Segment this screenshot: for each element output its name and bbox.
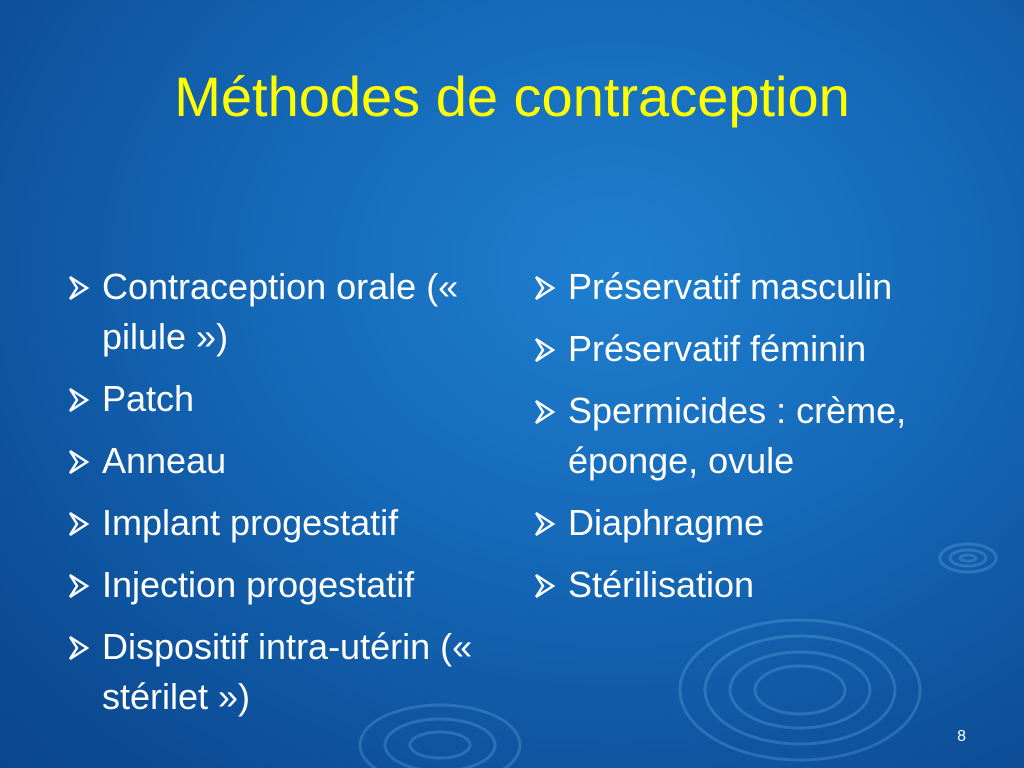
list-item-text: Patch — [102, 378, 195, 419]
list-item — [66, 622, 526, 722]
arrowhead-bullet-icon — [66, 511, 90, 537]
arrowhead-bullet-icon — [532, 399, 556, 425]
list-item-text: Préservatif féminin — [568, 328, 867, 369]
list-item-text: Anneau — [102, 440, 227, 481]
list-item — [66, 436, 526, 486]
list-item — [66, 498, 526, 548]
arrowhead-bullet-icon — [532, 337, 556, 363]
arrowhead-bullet-icon — [532, 573, 556, 599]
list-item — [532, 560, 962, 610]
arrowhead-bullet-icon — [66, 275, 90, 301]
list-item-text: Diaphragme — [568, 502, 765, 543]
arrowhead-bullet-icon — [532, 511, 556, 537]
list-item — [66, 560, 526, 610]
slide-number: 8 — [957, 728, 966, 745]
list-item-text: Implant progestatif — [102, 502, 399, 543]
list-item — [532, 498, 962, 548]
list-item-text: Injection progestatif — [102, 564, 415, 605]
list-item — [532, 262, 962, 312]
list-item — [532, 324, 962, 374]
list-item — [532, 386, 962, 486]
list-item — [66, 374, 526, 424]
list-item — [66, 262, 526, 362]
arrowhead-bullet-icon — [66, 449, 90, 475]
list-item-text: Préservatif masculin — [568, 266, 893, 307]
slide-title: Méthodes de contraception — [174, 65, 850, 128]
arrowhead-bullet-icon — [66, 387, 90, 413]
list-item-text: Stérilisation — [568, 564, 755, 605]
left-bullet-list — [66, 262, 526, 734]
arrowhead-bullet-icon — [66, 573, 90, 599]
right-bullet-list — [532, 262, 962, 622]
arrowhead-bullet-icon — [66, 635, 90, 661]
list-item-text: Contraception orale (« pilule ») — [102, 266, 459, 357]
arrowhead-bullet-icon — [532, 275, 556, 301]
list-item-text: Dispositif intra-utérin (« stérilet ») — [102, 626, 473, 717]
list-item-text: Spermicides : crème, éponge, ovule — [568, 390, 907, 481]
